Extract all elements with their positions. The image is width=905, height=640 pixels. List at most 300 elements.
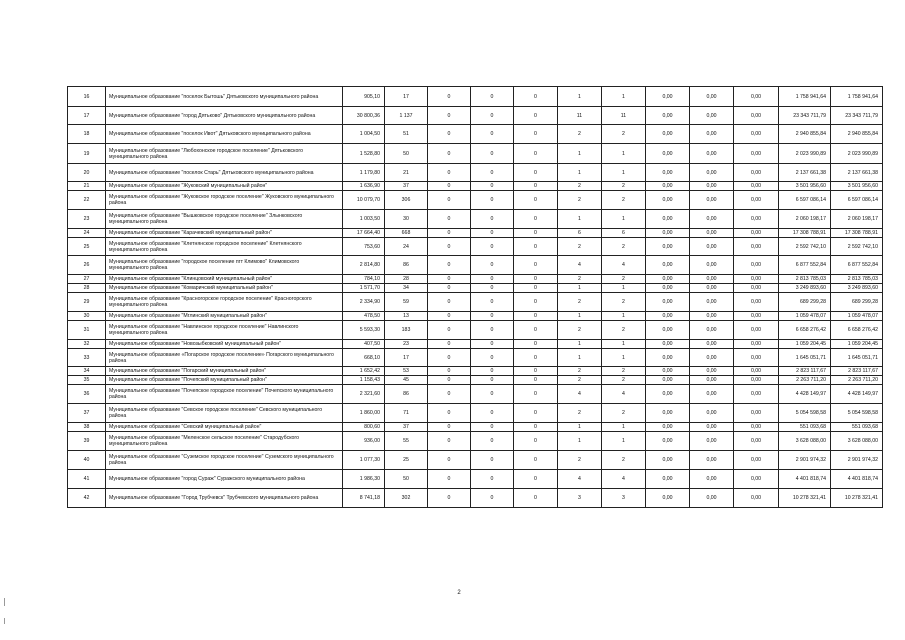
value-cell: 2 [602,404,646,423]
value-cell: 1 [558,164,602,182]
value-cell: 0,00 [734,238,779,256]
value-cell: 0,00 [734,321,779,340]
value-cell: 0 [471,275,514,284]
value-cell: 6 [558,229,602,238]
value-cell: 0,00 [690,125,734,144]
value-cell: 0,00 [646,312,690,321]
municipality-name-cell: Муниципальное образование "Мглинский муниципальный район" [106,312,343,321]
value-cell: 0 [471,312,514,321]
value-cell: 0 [428,275,471,284]
municipality-name-cell: Муниципальное образование "Почепское городское поселение" Почепского муниципального района [106,385,343,404]
value-cell: 0 [428,470,471,489]
value-cell: 6 597 086,14 [779,191,831,210]
value-cell: 0,00 [690,182,734,191]
value-cell: 23 [385,340,428,349]
value-cell: 1 758 941,64 [831,87,883,107]
value-cell: 2 023 990,89 [779,144,831,164]
value-cell: 0,00 [690,367,734,376]
value-cell: 2 [558,367,602,376]
value-cell: 0,00 [646,87,690,107]
value-cell: 0,00 [690,470,734,489]
value-cell: 0 [428,385,471,404]
value-cell: 1 [558,210,602,229]
value-cell: 1 [602,312,646,321]
value-cell: 0 [428,182,471,191]
table-row [68,238,883,256]
value-cell: 0,00 [646,210,690,229]
value-cell: 11 [558,107,602,125]
value-cell: 2 [558,191,602,210]
value-cell: 0,00 [646,275,690,284]
value-cell: 3 628 088,00 [779,432,831,451]
value-cell: 4 [558,470,602,489]
table-row [68,349,883,367]
value-cell: 0,00 [646,451,690,470]
value-cell: 2 [602,182,646,191]
table-row [68,432,883,451]
value-cell: 1 059 204,45 [831,340,883,349]
table-row [68,144,883,164]
value-cell: 0,00 [734,275,779,284]
value-cell: 0,00 [690,191,734,210]
value-cell: 34 [385,284,428,293]
municipality-name-cell: Муниципальное образование "Комаричский муниципальный район" [106,284,343,293]
table-row [68,423,883,432]
table-row [68,191,883,210]
value-cell: 0 [428,340,471,349]
value-cell: 0,00 [690,423,734,432]
scan-edge-mark [4,618,5,624]
municipality-name-cell: Муниципальное образование "Почепский муниципальный район" [106,376,343,385]
municipality-name-cell: Муниципальное образование "Клинцовский муниципальный район" [106,275,343,284]
value-cell: 2 823 117,67 [779,367,831,376]
value-cell: 0,00 [734,423,779,432]
table-row [68,451,883,470]
table-row [68,256,883,275]
value-cell: 0 [471,256,514,275]
table-row [68,367,883,376]
value-cell: 1 571,70 [343,284,385,293]
value-cell: 0,00 [690,404,734,423]
row-number-cell: 23 [68,210,106,229]
table-row [68,489,883,508]
value-cell: 0,00 [690,238,734,256]
value-cell: 1 158,43 [343,376,385,385]
table-row [68,210,883,229]
value-cell: 2 060 198,17 [831,210,883,229]
value-cell: 0 [514,164,558,182]
value-cell: 4 428 149,97 [831,385,883,404]
value-cell: 0,00 [734,229,779,238]
value-cell: 6 658 276,42 [779,321,831,340]
value-cell: 17 [385,349,428,367]
table-row [68,293,883,312]
value-cell: 11 [602,107,646,125]
municipality-name-cell: Муниципальное образование "Жуковский муниципальный район" [106,182,343,191]
value-cell: 0,00 [734,340,779,349]
value-cell: 905,10 [343,87,385,107]
value-cell: 2 901 974,32 [779,451,831,470]
value-cell: 183 [385,321,428,340]
value-cell: 6 [602,229,646,238]
value-cell: 2 321,60 [343,385,385,404]
value-cell: 1 [558,87,602,107]
value-cell: 24 [385,238,428,256]
value-cell: 3 628 088,00 [831,432,883,451]
value-cell: 0,00 [734,144,779,164]
value-cell: 0 [428,432,471,451]
value-cell: 0 [471,238,514,256]
value-cell: 2 [602,321,646,340]
table-row [68,470,883,489]
table-row [68,404,883,423]
value-cell: 0 [428,87,471,107]
row-number-cell: 22 [68,191,106,210]
value-cell: 0 [471,340,514,349]
value-cell: 0 [471,432,514,451]
value-cell: 0,00 [646,191,690,210]
value-cell: 0,00 [690,284,734,293]
value-cell: 0,00 [646,423,690,432]
value-cell: 0,00 [690,87,734,107]
value-cell: 3 501 956,60 [831,182,883,191]
value-cell: 2 023 990,89 [831,144,883,164]
row-number-cell: 34 [68,367,106,376]
value-cell: 0,00 [734,489,779,508]
table-row [68,87,883,107]
value-cell: 551 093,68 [779,423,831,432]
value-cell: 0 [471,451,514,470]
value-cell: 407,50 [343,340,385,349]
value-cell: 306 [385,191,428,210]
value-cell: 1 645 051,71 [831,349,883,367]
value-cell: 0 [514,489,558,508]
value-cell: 1 [602,340,646,349]
value-cell: 0 [514,451,558,470]
value-cell: 0 [471,367,514,376]
value-cell: 30 800,36 [343,107,385,125]
municipality-name-cell: Муниципальное образование "Меленское сельское поселение" Стародубского муниципального района [106,432,343,451]
value-cell: 0,00 [734,376,779,385]
value-cell: 3 249 893,60 [779,284,831,293]
row-number-cell: 26 [68,256,106,275]
value-cell: 0,00 [734,470,779,489]
value-cell: 0,00 [646,229,690,238]
value-cell: 0 [428,321,471,340]
value-cell: 784,10 [343,275,385,284]
value-cell: 0,00 [734,349,779,367]
row-number-cell: 32 [68,340,106,349]
value-cell: 0 [514,210,558,229]
value-cell: 0,00 [690,340,734,349]
value-cell: 0 [428,376,471,385]
table-row [68,164,883,182]
value-cell: 1 [602,432,646,451]
row-number-cell: 28 [68,284,106,293]
value-cell: 0 [428,144,471,164]
value-cell: 28 [385,275,428,284]
value-cell: 2 [602,451,646,470]
municipality-name-cell: Муниципальное образование "поселок Ивот" Дятьковского муниципального района [106,125,343,144]
value-cell: 0 [514,144,558,164]
value-cell: 2 901 974,32 [831,451,883,470]
value-cell: 1 [602,284,646,293]
value-cell: 1 059 478,07 [779,312,831,321]
value-cell: 0 [514,125,558,144]
value-cell: 0 [514,423,558,432]
value-cell: 37 [385,182,428,191]
value-cell: 23 343 711,79 [831,107,883,125]
value-cell: 53 [385,367,428,376]
value-cell: 0,00 [646,404,690,423]
value-cell: 2 [558,125,602,144]
value-cell: 0 [428,312,471,321]
value-cell: 0,00 [734,256,779,275]
value-cell: 1 077,30 [343,451,385,470]
value-cell: 10 079,70 [343,191,385,210]
value-cell: 1 [602,210,646,229]
value-cell: 2 [602,275,646,284]
municipality-name-cell: Муниципальное образование "Новозыбковский муниципальный район" [106,340,343,349]
value-cell: 0,00 [690,164,734,182]
value-cell: 2 [602,191,646,210]
value-cell: 2 823 117,67 [831,367,883,376]
value-cell: 0 [428,125,471,144]
value-cell: 1 [602,164,646,182]
value-cell: 2 [602,376,646,385]
value-cell: 0 [471,210,514,229]
value-cell: 4 [602,470,646,489]
value-cell: 0 [471,293,514,312]
table-row [68,229,883,238]
municipality-name-cell: Муниципальное образование "поселок Бытошь" Дятьковского муниципального района [106,87,343,107]
value-cell: 0,00 [646,321,690,340]
value-cell: 0 [428,367,471,376]
value-cell: 23 343 711,79 [779,107,831,125]
value-cell: 0 [514,238,558,256]
value-cell: 0 [514,340,558,349]
value-cell: 2 813 785,03 [779,275,831,284]
value-cell: 30 [385,210,428,229]
value-cell: 1 [602,349,646,367]
value-cell: 668 [385,229,428,238]
value-cell: 2 137 661,38 [831,164,883,182]
value-cell: 3 501 956,60 [779,182,831,191]
value-cell: 2 137 661,38 [779,164,831,182]
row-number-cell: 27 [68,275,106,284]
value-cell: 0 [428,451,471,470]
value-cell: 5 054 598,58 [831,404,883,423]
table-row [68,385,883,404]
value-cell: 2 060 198,17 [779,210,831,229]
value-cell: 0 [514,349,558,367]
value-cell: 17 308 788,91 [831,229,883,238]
value-cell: 1 [558,349,602,367]
value-cell: 0 [514,432,558,451]
value-cell: 0 [514,404,558,423]
value-cell: 0 [428,284,471,293]
value-cell: 1 059 204,45 [779,340,831,349]
value-cell: 0,00 [734,293,779,312]
value-cell: 0 [514,284,558,293]
municipal-data-table [67,86,883,508]
municipality-name-cell: Муниципальное образование "Вышковское городское поселение" Злынковского муниципального района [106,210,343,229]
row-number-cell: 24 [68,229,106,238]
municipality-name-cell: Муниципальное образование "Погарский муниципальный район" [106,367,343,376]
value-cell: 0 [514,107,558,125]
value-cell: 0,00 [690,229,734,238]
value-cell: 6 877 552,84 [831,256,883,275]
value-cell: 86 [385,385,428,404]
value-cell: 0,00 [690,144,734,164]
value-cell: 1 [558,284,602,293]
value-cell: 0 [471,87,514,107]
value-cell: 0,00 [646,125,690,144]
value-cell: 0 [471,229,514,238]
value-cell: 0 [428,164,471,182]
value-cell: 0 [471,404,514,423]
value-cell: 0,00 [690,349,734,367]
value-cell: 2 [558,451,602,470]
value-cell: 0,00 [646,256,690,275]
table-row [68,340,883,349]
value-cell: 0 [428,293,471,312]
value-cell: 0 [514,275,558,284]
value-cell: 1 636,90 [343,182,385,191]
value-cell: 6 658 276,42 [831,321,883,340]
value-cell: 2 [558,293,602,312]
value-cell: 1 [558,432,602,451]
row-number-cell: 20 [68,164,106,182]
value-cell: 17 [385,87,428,107]
value-cell: 0 [471,489,514,508]
value-cell: 0,00 [646,293,690,312]
row-number-cell: 36 [68,385,106,404]
value-cell: 1 860,00 [343,404,385,423]
value-cell: 1 003,50 [343,210,385,229]
value-cell: 3 [558,489,602,508]
value-cell: 51 [385,125,428,144]
value-cell: 2 940 855,84 [779,125,831,144]
value-cell: 3 249 893,60 [831,284,883,293]
value-cell: 1 [558,144,602,164]
row-number-cell: 29 [68,293,106,312]
value-cell: 0 [428,229,471,238]
value-cell: 0,00 [734,191,779,210]
row-number-cell: 25 [68,238,106,256]
row-number-cell: 18 [68,125,106,144]
row-number-cell: 38 [68,423,106,432]
table-row [68,275,883,284]
municipality-name-cell: Муниципальное образование "город Сураж" Суражского муниципального района [106,470,343,489]
value-cell: 800,60 [343,423,385,432]
value-cell: 0,00 [646,470,690,489]
value-cell: 0,00 [734,164,779,182]
value-cell: 2 814,80 [343,256,385,275]
value-cell: 302 [385,489,428,508]
value-cell: 0,00 [646,284,690,293]
municipality-name-cell: Муниципальное образование "Навлинское городское поселение" Навлинского муниципального района [106,321,343,340]
value-cell: 0,00 [690,321,734,340]
value-cell: 1 [602,87,646,107]
value-cell: 0 [471,321,514,340]
municipality-name-cell: Муниципальное образование "поселок Старь" Дятьковского муниципального района [106,164,343,182]
value-cell: 5 593,30 [343,321,385,340]
value-cell: 753,60 [343,238,385,256]
value-cell: 0 [471,376,514,385]
value-cell: 0 [514,229,558,238]
value-cell: 4 401 818,74 [779,470,831,489]
municipality-name-cell: Муниципальное образование "Красногорское городское поселение" Красногорского муниципального района [106,293,343,312]
value-cell: 1 [558,340,602,349]
value-cell: 0 [471,164,514,182]
value-cell: 0,00 [734,367,779,376]
value-cell: 0,00 [690,256,734,275]
row-number-cell: 35 [68,376,106,385]
value-cell: 0,00 [646,340,690,349]
value-cell: 2 [602,293,646,312]
value-cell: 4 [602,385,646,404]
value-cell: 0,00 [734,210,779,229]
table-row [68,125,883,144]
value-cell: 86 [385,256,428,275]
value-cell: 2 813 785,03 [831,275,883,284]
value-cell: 0,00 [734,451,779,470]
value-cell: 0 [514,191,558,210]
value-cell: 0 [514,321,558,340]
value-cell: 0 [471,423,514,432]
row-number-cell: 37 [68,404,106,423]
value-cell: 6 597 086,14 [831,191,883,210]
value-cell: 0 [514,470,558,489]
row-number-cell: 40 [68,451,106,470]
value-cell: 0,00 [646,107,690,125]
value-cell: 0,00 [734,404,779,423]
value-cell: 0 [428,256,471,275]
municipality-name-cell: Муниципальное образование "Клетнянское городское поселение" Клетнянского муниципального района [106,238,343,256]
value-cell: 50 [385,144,428,164]
value-cell: 0 [471,349,514,367]
table-row [68,376,883,385]
value-cell: 0 [471,284,514,293]
value-cell: 1 986,30 [343,470,385,489]
value-cell: 0 [428,404,471,423]
value-cell: 0,00 [646,144,690,164]
row-number-cell: 17 [68,107,106,125]
row-number-cell: 16 [68,87,106,107]
table-row [68,182,883,191]
row-number-cell: 39 [68,432,106,451]
municipality-name-cell: Муниципальное образование "Севское городское поселение" Севского муниципального района [106,404,343,423]
value-cell: 0,00 [690,432,734,451]
row-number-cell: 30 [68,312,106,321]
value-cell: 0 [514,385,558,404]
value-cell: 0 [514,376,558,385]
value-cell: 0 [471,385,514,404]
municipality-name-cell: Муниципальное образование "Карачевский муниципальный район" [106,229,343,238]
value-cell: 0 [428,107,471,125]
value-cell: 37 [385,423,428,432]
value-cell: 4 [558,256,602,275]
value-cell: 0 [471,470,514,489]
value-cell: 71 [385,404,428,423]
table-body [68,87,883,508]
row-number-cell: 41 [68,470,106,489]
value-cell: 1 [602,423,646,432]
value-cell: 0 [514,367,558,376]
row-number-cell: 21 [68,182,106,191]
value-cell: 0,00 [690,275,734,284]
